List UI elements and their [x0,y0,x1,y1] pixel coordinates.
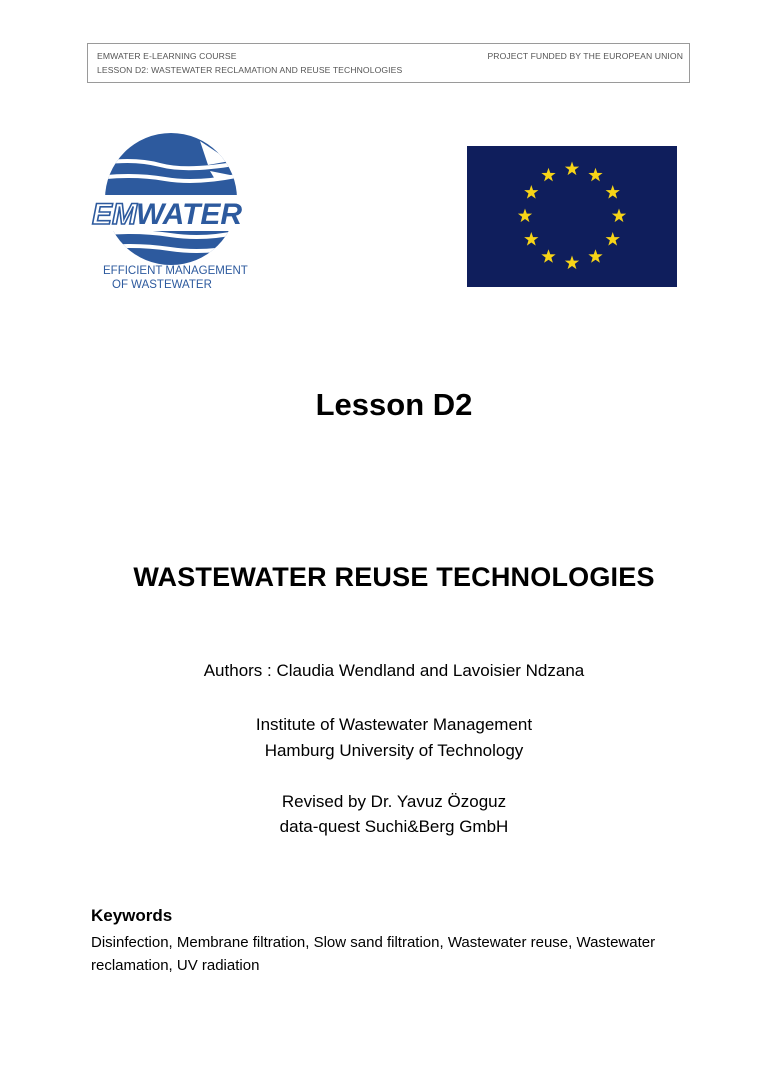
lesson-title: Lesson D2 [315,387,473,422]
course-name: EMWATER E-LEARNING COURSE [97,51,237,61]
logo-text-em: EM [92,198,137,231]
revised-by-line: Revised by Dr. Yavuz Özoguz [281,792,507,811]
logo-text-water: WATER [136,198,243,231]
logo-tagline-1: EFFICIENT MANAGEMENT [103,265,248,277]
authors-line: Authors : Claudia Wendland and Lavoisier Ndzana [203,661,585,680]
eu-flag [467,146,677,287]
keywords-text: Disinfection, Membrane filtration, Slow sand filtration, Wastewater reuse, Wastewater reclamation, UV radiation [91,934,656,974]
lesson-subtitle: WASTEWATER REUSE TECHNOLOGIES [133,562,655,592]
emwater-logo [90,131,252,291]
lesson-name: LESSON D2: WASTEWATER RECLAMATION AND REUSE TECHNOLOGIES [97,65,403,75]
keywords-heading: Keywords [91,906,173,925]
page-header [87,43,690,83]
company-line: data-quest Suchi&Berg GmbH [279,817,509,836]
institute-line: Institute of Wastewater Management [255,715,533,734]
university-line: Hamburg University of Technology [264,741,524,760]
logo-tagline-2: OF WASTEWATER [112,279,212,291]
funding-note: PROJECT FUNDED BY THE EUROPEAN UNION [487,51,683,61]
